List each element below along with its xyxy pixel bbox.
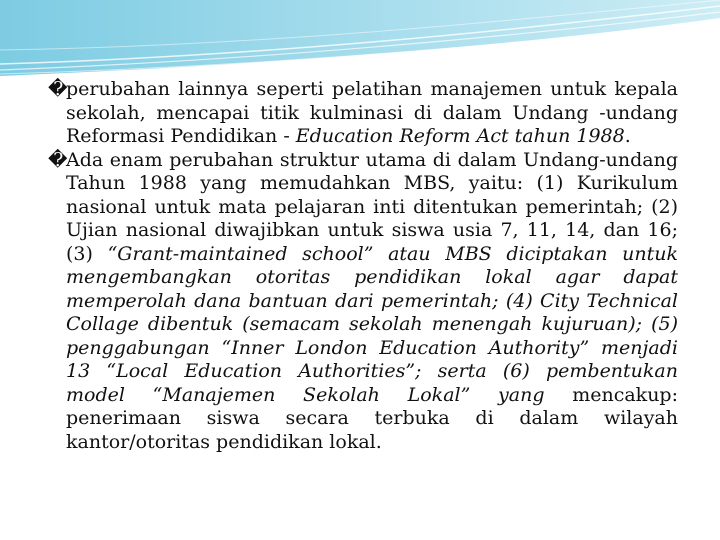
text-segment-italic: “Grant-maintained school” atau MBS diciptakan untuk mengembangkan otoritas pendidikan lokal agar dapat memperolah dana bantuan dari pemerintah; (4) City Technical Collage dibentuk (semacam sekolah menengah kujuruan); (5) penggabungan “Inner London Education Authority” menjadi 13 “Local Education Authorities”; serta (6) pembentukan model “Manajemen Sekolah Lokal” yang (66, 242, 678, 406)
bullet-icon: � (48, 148, 68, 171)
header-wave-decoration (0, 0, 720, 82)
paragraph-1 (48, 78, 678, 149)
text-segment: perubahan lainnya seperti pelatihan manajemen untuk kepala sekolah, mencapai titik kulminasi di dalam Undang -undang Reformasi Pendidikan - (66, 78, 678, 147)
text-segment: Ada enam perubahan struktur utama di dalam Undang-undang Tahun 1988 yang memudahkan MBS, yaitu: (1) Kurikulum nasional untuk mata pelajaran inti ditentukan pemerintah; (2) Ujian nasional diwajibkan untuk siswa usia 7, 11, 14, dan 16; (3) (66, 148, 678, 265)
paragraph-2 (48, 149, 678, 455)
slide-body (48, 78, 678, 454)
text-segment: . (624, 125, 631, 147)
bullet-icon: � (48, 78, 68, 100)
text-segment-italic: Education Reform Act tahun 1988 (295, 125, 625, 147)
text-segment: mencakup: penerimaan siswa secara terbuka di dalam wilayah kantor/otoritas pendidikan lokal. (66, 383, 678, 453)
